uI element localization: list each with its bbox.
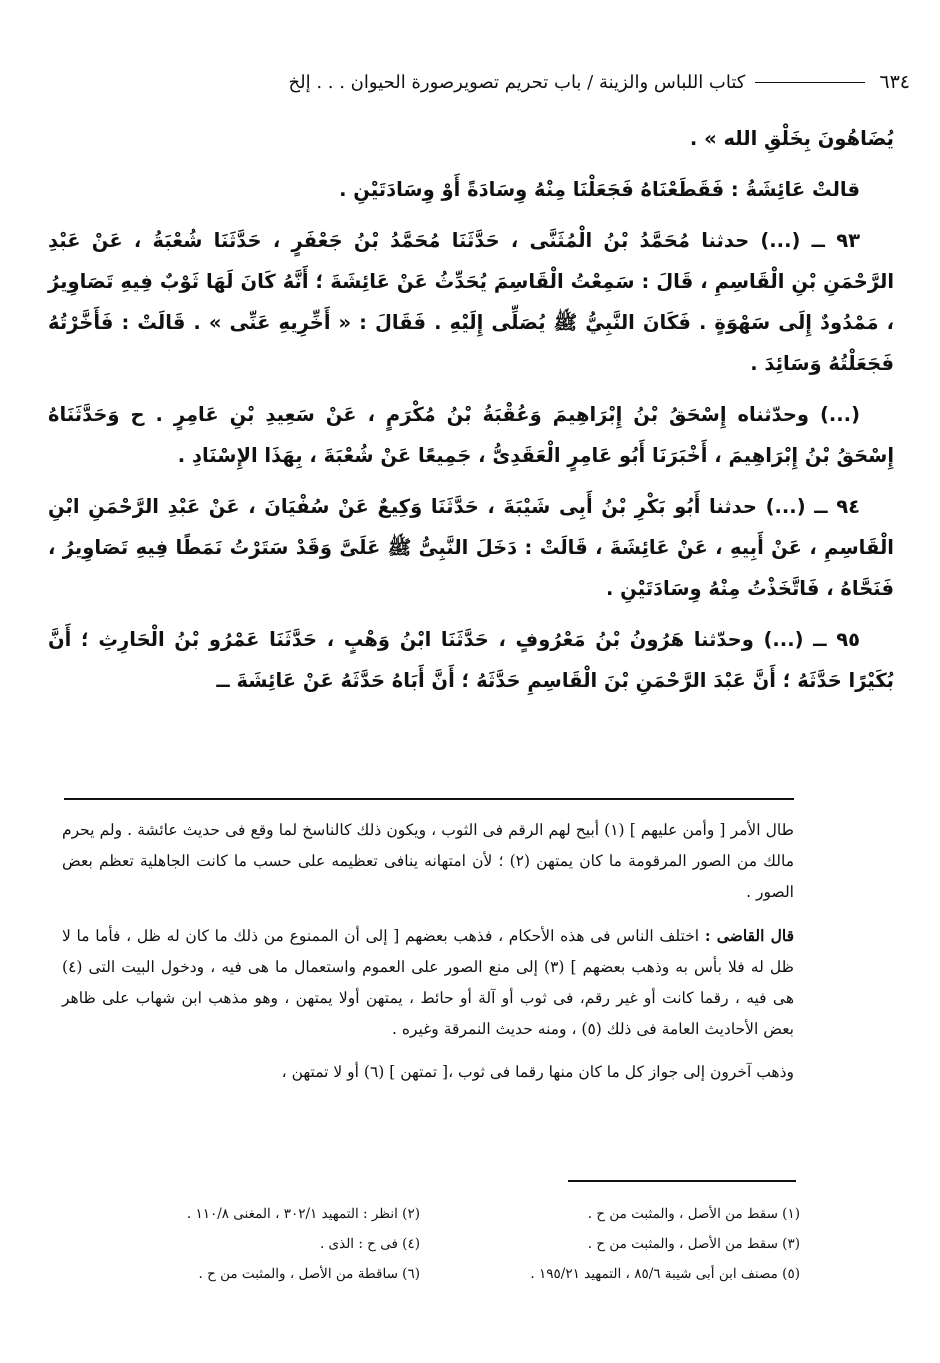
footnotes xyxy=(70,1200,800,1288)
footnote-6: (٦) ساقطة من الأصل ، والمثبت من ح . xyxy=(198,1266,420,1282)
commentary-paragraph xyxy=(62,920,794,1045)
commentary-separator xyxy=(64,798,794,800)
header-title: كتاب اللباس والزينة / باب تحريم تصويرصورة الحيوان . . . إلخ xyxy=(288,71,746,93)
footnote-5: (٥) مصنف ابن أبى شيبة ٨٥/٦ ، التمهيد ١٩٥/٢١ . xyxy=(530,1266,800,1282)
footnote-2: (٢) انظر : التمهيد ٣٠٢/١ ، المغنى ١١٠/٨ . xyxy=(186,1206,420,1222)
commentary xyxy=(62,815,794,1100)
hadith-text xyxy=(48,118,894,711)
aisha-statement: قالتْ عَائِشَةُ : فَقَطَعْنَاهُ فَجَعَلْنَا مِنْهُ وِسَادَةً أَوْ وِسَادَتَيْنِ . xyxy=(339,178,860,201)
commentary-paragraph: طال الأمر [ وأمن عليهم ] (١) أبيح لهم الرقم فى الثوب ، ويكون ذلك كالناسخ لما وقع فى حديث عائشة . ولم يحرم مالك من الصور المرقومة ما كان يمتهن (٢) ؛ لأن امتهانه ينافى تعظيمه على حسب ما كانت الجاهلية تعظم بعض الصور . xyxy=(62,821,794,901)
commentary-paragraph: وذهب آخرون إلى جواز كل ما كان منها رقما فى ثوب ،[ تمتهن ] (٦) أو لا تمتهن ، xyxy=(281,1063,794,1081)
commentary-lead: قال القاضى : xyxy=(704,926,794,945)
footnote-1: (١) سقط من الأصل ، والمثبت من ح . xyxy=(587,1206,800,1222)
hadith-93: ٩٣ ــ (...) حدثنا مُحَمَّدُ بْنُ الْمُثَنَّى ، حَدَّثَنَا مُحَمَّدُ بْنُ جَعْفَرٍ ، حَدَّثَنَا شُعْبَةُ ، عَنْ عَبْدِ الرَّحْمَنِ بْنِ الْقَاسِمِ ، قَالَ : سَمِعْتُ الْقَاسِمَ يُحَدِّثُ عَنْ عَائِشَةَ ؛ أَنَّهُ كَانَ لَهَا ثَوْبٌ فِيهِ تَصَاوِيرُ ، مَمْدُودٌ إِلَى سَهْوَةٍ . فَكَانَ النَّبِيُّ ﷺ يُصَلِّى إِلَيْهِ . فَقَالَ : « أَخِّرِيهِ عَنِّى » . قَالَتْ : فَأَخَّرْتُهُ فَجَعَلْتُهُ وَسَائِدَ . xyxy=(48,229,894,375)
text-continuation: يُضَاهُونَ بِخَلْقِ الله » . xyxy=(689,127,894,150)
commentary-text: اختلف الناس فى هذه الأحكام ، فذهب بعضهم [ إلى أن الممنوع من ذلك ما كان له ظل ، فأما ما لا ظل له فلا بأس به وذهب بعضهم ] (٣) إلى منع الصور على العموم واستعمال ما هى فيه ، ودخول البيت التى (٤) هى فيه ، رقما كانت أو غير رقم، فى ثوب أو آلة أو حائط ، يمتهن أولا يمتهن ، وهو مذهب ابن شهاب على ظاهر بعض الأحاديث العامة فى ذلك (٥) ، ومنه حديث النمرقة وغيره . xyxy=(62,927,794,1038)
running-header xyxy=(30,62,910,102)
footnote-4: (٤) فى ح : الذى . xyxy=(319,1236,420,1252)
footnote-separator xyxy=(568,1180,796,1182)
header-rule xyxy=(755,82,865,83)
hadith-94: ٩٤ ــ (...) حدثنا أَبُو بَكْرِ بْنُ أَبِى شَيْبَةَ ، حَدَّثَنَا وَكِيعٌ عَنْ سُفْيَانَ ، عَنْ عَبْدِ الرَّحْمَنِ ابْنِ الْقَاسِمِ ، عَنْ أَبِيهِ ، عَنْ عَائِشَةَ ، قَالَتْ : دَخَلَ النَّبِىُّ ﷺ عَلَىَّ وَقَدْ سَتَرْتُ نَمَطًا فِيهِ تَصَاوِيرُ ، فَنَحَّاهُ ، فَاتَّخَذْتُ مِنْهُ وِسَادَتَيْنِ . xyxy=(48,495,894,600)
hadith-93-chain: (...) وحدّثناه إِسْحَقُ بْنُ إِبْرَاهِيمَ وَعُقْبَةُ بْنُ مُكْرَمٍ ، عَنْ سَعِيدِ بْنِ عَامِرٍ . ح وَحَدَّثَنَاهُ إِسْحَقُ بْنُ إِبْرَاهِيمَ ، أَخْبَرَنَا أَبُو عَامِرٍ الْعَقَدِىُّ ، جَمِيعًا عَنْ شُعْبَةَ ، بِهَذَا الإِسْنَادِ . xyxy=(48,403,894,467)
hadith-95: ٩٥ ــ (...) وحدّثنا هَرُونُ بْنُ مَعْرُوفٍ ، حَدَّثَنَا ابْنُ وَهْبٍ ، حَدَّثَنَا عَمْرُو بْنُ الْحَارِثِ ؛ أَنَّ بُكَيْرًا حَدَّثَهُ ؛ أَنَّ عَبْدَ الرَّحْمَنِ بْنَ الْقَاسِمِ حَدَّثَهُ ؛ أَنَّ أَبَاهُ حَدَّثَهُ عَنْ عَائِشَةَ ــ xyxy=(48,628,894,692)
footnote-3: (٣) سقط من الأصل ، والمثبت من ح . xyxy=(587,1236,800,1252)
page-number: ٦٣٤ xyxy=(879,71,910,93)
